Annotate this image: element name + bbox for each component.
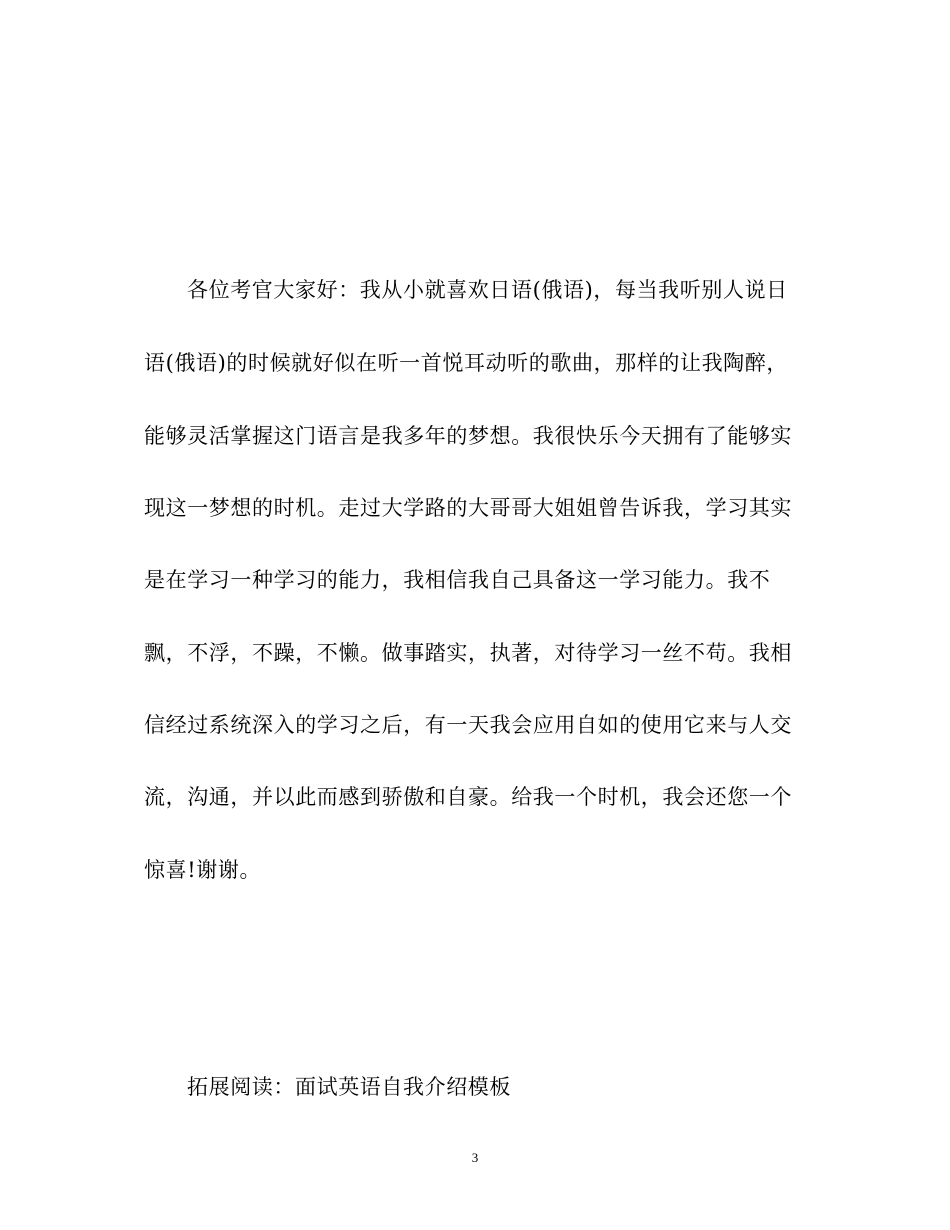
paragraph-line-4: 现这一梦想的时机。走过大学路的大哥哥大姐姐曾告诉我，学习其实: [144, 496, 792, 520]
extended-reading-heading: 拓展阅读：面试英语自我介绍模板: [187, 1075, 511, 1099]
paragraph-line-2: 语(俄语)的时候就好似在听一首悦耳动听的歌曲，那样的让我陶醉，: [144, 351, 788, 375]
paragraph-line-6: 飘，不浮，不躁，不懒。做事踏实，执著，对待学习一丝不苟。我相: [144, 641, 792, 665]
page-number: 3: [471, 1150, 479, 1165]
paragraph-line-7: 信经过系统深入的学习之后，有一天我会应用自如的使用它来与人交: [144, 713, 792, 737]
paragraph-line-9: 惊喜!谢谢。: [144, 858, 262, 882]
paragraph-line-3: 能够灵活掌握这门语言是我多年的梦想。我很快乐今天拥有了能够实: [144, 424, 792, 448]
paragraph-line-8: 流，沟通，并以此而感到骄傲和自豪。给我一个时机，我会还您一个: [144, 785, 792, 809]
paragraph-line-5: 是在学习一种学习的能力，我相信我自己具备这一学习能力。我不: [144, 568, 771, 592]
paragraph-line-1: 各位考官大家好：我从小就喜欢日语(俄语)，每当我听别人说日: [187, 278, 788, 302]
